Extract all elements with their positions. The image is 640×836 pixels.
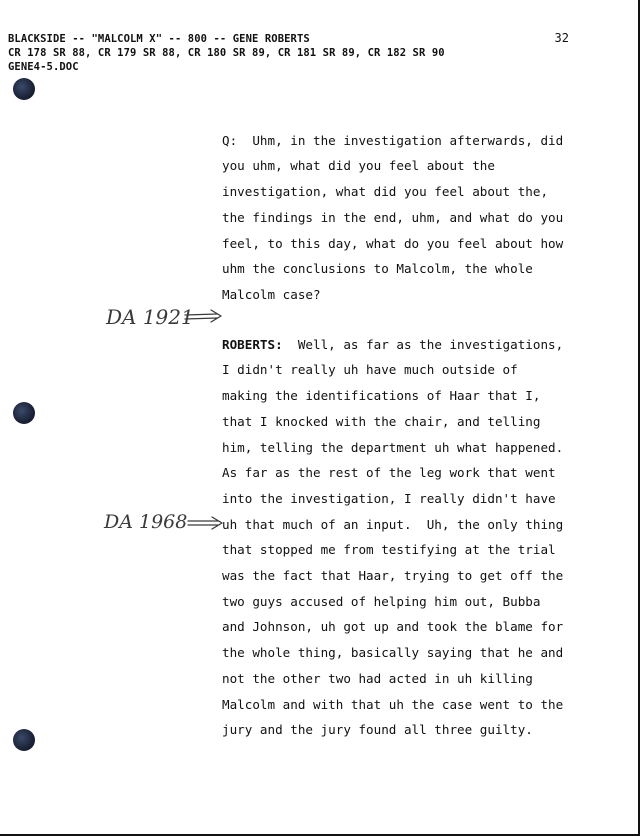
question-line: Q: Uhm, in the investigation afterwards, did xyxy=(222,132,564,148)
answer-line: that stopped me from testifying at the trial xyxy=(222,542,556,558)
page-number: 32 xyxy=(554,31,569,45)
answer-line: into the investigation, I really didn't have xyxy=(222,490,556,506)
answer-line: making the identifications of Haar that I, xyxy=(222,388,541,404)
handwritten-annotation-first: DA 1921 xyxy=(106,305,194,329)
answer-line: As far as the rest of the leg work that went xyxy=(222,465,556,481)
handwritten-annotation-second: DA 1968 xyxy=(104,511,188,533)
speaker-label: ROBERTS: xyxy=(222,336,283,352)
question-line: feel, to this day, what do you feel about how xyxy=(222,235,564,251)
answer-line: and Johnson, uh got up and took the blame for xyxy=(222,619,564,635)
answer-first-line xyxy=(222,332,582,358)
answer-line: that I knocked with the chair, and telling xyxy=(222,413,541,429)
answer-paragraph xyxy=(222,306,582,769)
answer-line: Malcolm and with that uh the case went to the xyxy=(222,696,564,712)
binder-hole-bottom-icon xyxy=(13,729,35,751)
answer-line: two guys accused of helping him out, Bubba xyxy=(222,593,541,609)
answer-line: uh that much of an input. Uh, the only thing xyxy=(222,516,564,532)
arrow-right-icon xyxy=(186,515,224,531)
header-filename-line: GENE4-5.DOC xyxy=(8,61,79,73)
answer-line: was the fact that Haar, trying to get off the xyxy=(222,568,564,584)
answer-line: I didn't really uh have much outside of xyxy=(222,362,518,378)
question-line: the findings in the end, uhm, and what do you xyxy=(222,209,564,225)
question-line: Malcolm case? xyxy=(222,286,321,302)
binder-hole-top-icon xyxy=(13,78,35,100)
answer-line: him, telling the department uh what happened. xyxy=(222,439,564,455)
arrow-right-icon xyxy=(183,309,223,325)
question-line: you uhm, what did you feel about the xyxy=(222,158,495,174)
question-paragraph xyxy=(222,102,582,333)
header-codes-line: CR 178 SR 88, CR 179 SR 88, CR 180 SR 89, CR 181 SR 89, CR 182 SR 90 xyxy=(8,47,445,59)
question-line: investigation, what did you feel about the, xyxy=(222,184,549,200)
header-title-line: BLACKSIDE -- "MALCOLM X" -- 800 -- GENE ROBERTS xyxy=(8,33,310,45)
binder-hole-middle-icon xyxy=(13,402,35,424)
answer-line: jury and the jury found all three guilty. xyxy=(222,722,533,738)
answer-line: the whole thing, basically saying that he and xyxy=(222,645,564,661)
answer-line: Well, as far as the investigations, xyxy=(282,336,564,352)
answer-line: not the other two had acted in uh killing xyxy=(222,670,533,686)
question-line: uhm the conclusions to Malcolm, the whole xyxy=(222,261,533,277)
